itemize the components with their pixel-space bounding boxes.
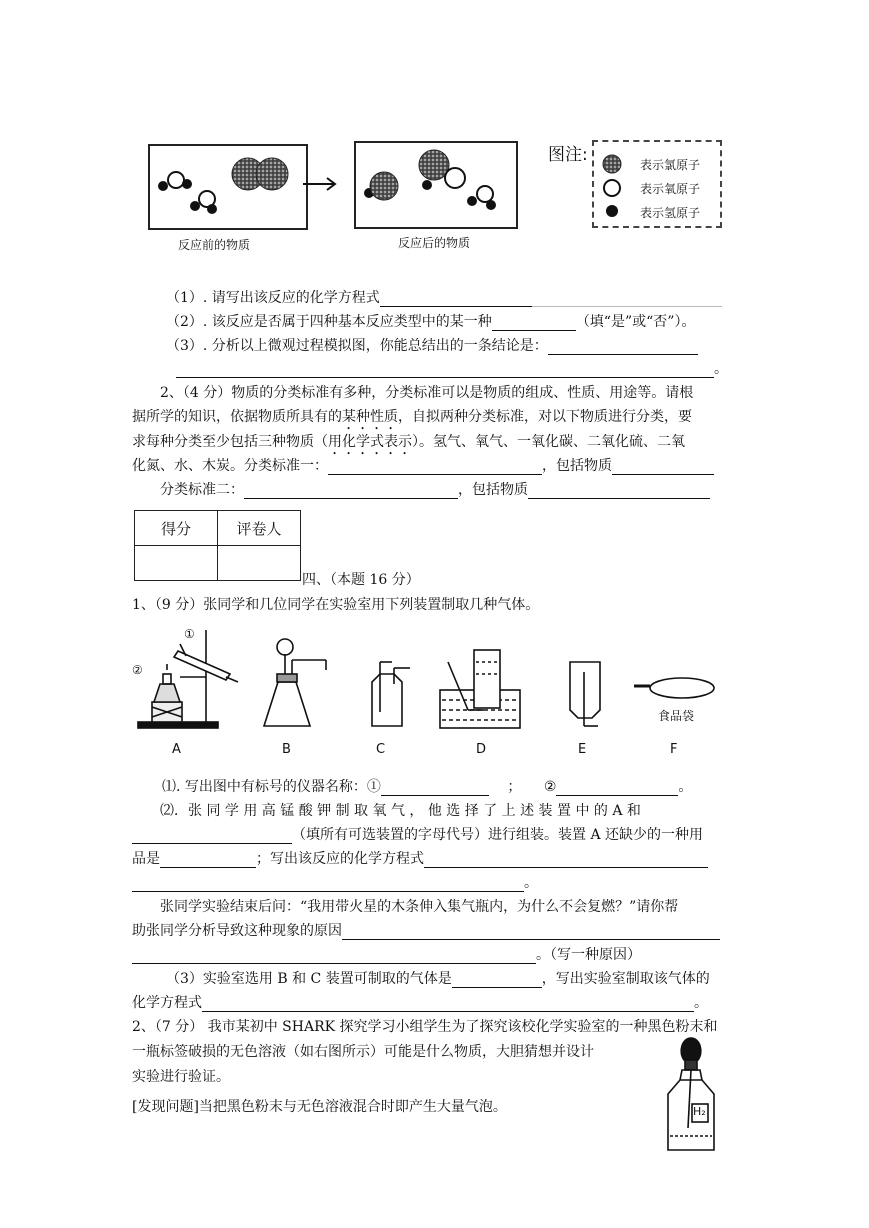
q2-line2: 据所学的知识，依据物质所具有的某种性质，自拟两种分类标准，对以下物质进行分类，要: [132, 409, 692, 425]
p2-line5: 张同学实验结束后问：“我用带火星的木条伸入集气瓶内，为什么不会复燃？”请你帮: [160, 899, 679, 915]
q1-3: （3）. 分析以上微观过程模拟图，你能总结出的一条结论是：: [166, 337, 698, 355]
legend-hydrogen: 表示氢原子: [640, 206, 701, 220]
q2-line1: 2、（4 分）物质的分类标准有多种，分类标准可以是物质的组成、性质、用途等。请根: [160, 385, 694, 401]
q1-3-cont: 。: [176, 360, 728, 378]
answer-blank[interactable]: [424, 853, 708, 868]
answer-blank[interactable]: [132, 949, 536, 964]
answer-blank[interactable]: [548, 340, 698, 355]
q2-line3: 求每种分类至少包括三种物质（用化学式表示）。氢气、氧气、一氧化碳、二氧化硫、二氧: [132, 434, 685, 450]
p2-line3: 品是 ；写出该反应的化学方程式: [132, 850, 708, 868]
p1: ⑴. 写出图中有标号的仪器名称：① ； ② 。: [162, 779, 693, 795]
after-caption: 反应后的物质: [398, 236, 471, 250]
label-c: C: [376, 742, 386, 757]
answer-blank[interactable]: [528, 484, 710, 499]
marker-2: ②: [132, 663, 143, 677]
label-b: B: [282, 742, 291, 757]
answer-blank[interactable]: [176, 363, 714, 378]
q2-intro-line1: 2、（7 分） 我市某初中 SHARK 探究学习小组学生为了探究该校化学实验室的一种黑色粉末和: [132, 1019, 718, 1035]
before-molecules: [150, 146, 306, 228]
grader-cell[interactable]: [218, 546, 301, 581]
label-f: F: [670, 742, 678, 757]
legend-oxygen: 表示氧原子: [640, 182, 701, 196]
legend-title: 图注:: [548, 145, 588, 165]
after-molecules: [356, 143, 516, 227]
q1-1: （1）. 请写出该反应的化学方程式: [166, 289, 722, 307]
before-reaction-box: [148, 144, 308, 230]
bag-label: 食品袋: [658, 709, 695, 723]
before-caption: 反应前的物质: [178, 238, 251, 252]
q2-discover: [发现问题]当把黑色粉末与无色溶液混合时即产生大量气泡。: [132, 1099, 507, 1115]
p2-line4: 。: [132, 874, 538, 892]
section4-q1-intro: 1、（9 分）张同学和几位同学在实验室用下列装置制取几种气体。: [132, 597, 540, 613]
p2-line6: 助张同学分析导致这种现象的原因: [132, 922, 720, 940]
p3-line1: （3）实验室选用 B 和 C 装置可制取的气体是 ，写出实验室制取该气体的: [166, 971, 710, 987]
apparatus-figure: [130, 622, 730, 752]
label-d: D: [476, 742, 487, 757]
apparatus-d: [440, 650, 520, 728]
answer-blank[interactable]: [381, 781, 489, 796]
grader-header: 评卷人: [218, 511, 301, 546]
answer-blank[interactable]: [492, 316, 576, 331]
answer-blank[interactable]: [132, 877, 524, 892]
score-header: 得分: [135, 511, 218, 546]
answer-blank[interactable]: [132, 829, 292, 844]
reaction-arrow: [300, 174, 340, 198]
q2-intro-line3: 实验进行验证。: [132, 1069, 230, 1085]
answer-blank[interactable]: [244, 484, 458, 499]
apparatus-e: [570, 662, 600, 726]
label-e: E: [578, 742, 587, 757]
q2-line4: 化氮、水、木炭。分类标准一： ，包括物质: [132, 457, 714, 475]
answer-blank[interactable]: [342, 925, 720, 940]
apparatus-b: [264, 639, 326, 726]
answer-blank[interactable]: [202, 997, 694, 1012]
apparatus-f: [634, 678, 714, 698]
after-reaction-box: [354, 141, 518, 229]
apparatus-a: [138, 630, 238, 728]
score-cell[interactable]: [135, 546, 218, 581]
answer-blank[interactable]: [556, 781, 678, 796]
p2-line2: （填所有可选装置的字母代号）进行组装。装置 A 还缺少的一种用: [132, 826, 703, 844]
q2-intro-line2: 一瓶标签破损的无色溶液（如右图所示）可能是什么物质，大胆猜想并设计: [132, 1044, 594, 1060]
legend-chlorine: 表示氯原子: [640, 158, 701, 172]
p2-line7: 。（写一种原因）: [132, 946, 641, 964]
answer-blank[interactable]: [328, 460, 542, 475]
q1-2: （2）. 该反应是否属于四种基本反应类型中的某一种 （填“是”或“否”）。: [166, 314, 696, 330]
bottle-label: H₂: [693, 1105, 706, 1118]
p2-line1: ⑵．张 同 学 用 高 锰 酸 钾 制 取 氧 气 ， 他 选 择 了 上 述 装 置 中 的 A 和: [160, 803, 641, 819]
bottle-illustration: [660, 1032, 730, 1162]
q2-line5: 分类标准二： ，包括物质: [160, 481, 710, 499]
section4-heading: 四、（本题 16 分）: [302, 572, 420, 588]
answer-blank[interactable]: [160, 853, 256, 868]
answer-blank[interactable]: [612, 460, 714, 475]
marker-1: ①: [184, 627, 195, 641]
answer-blank[interactable]: [380, 292, 532, 307]
label-a: A: [172, 742, 181, 757]
apparatus-c: [372, 662, 410, 726]
answer-blank[interactable]: [452, 973, 542, 988]
legend-box: [592, 140, 722, 228]
p3-line2: 化学方程式 。: [132, 995, 708, 1011]
score-table: [134, 510, 301, 581]
